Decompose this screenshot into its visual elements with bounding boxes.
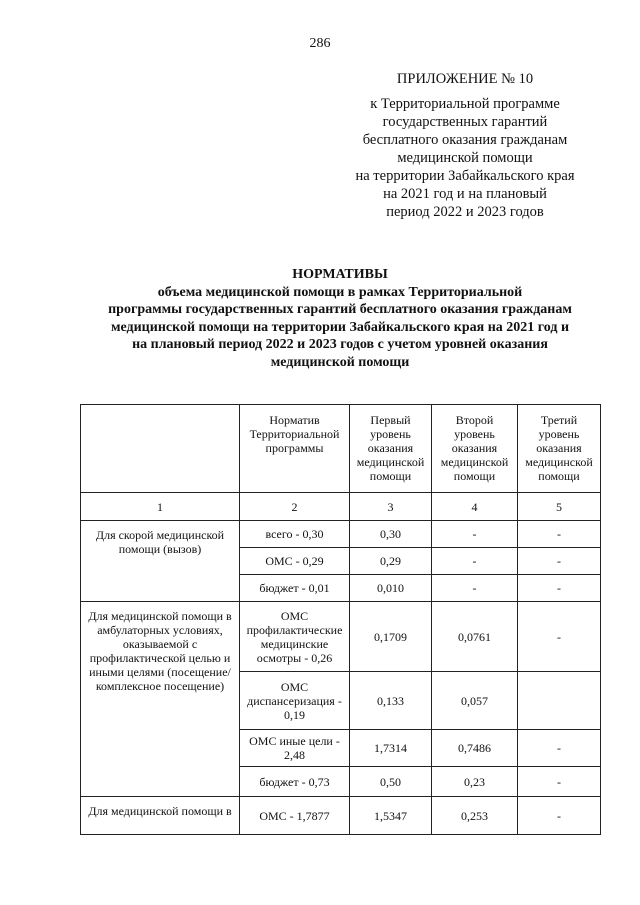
- level2-cell: -: [432, 575, 518, 602]
- level3-cell: -: [518, 767, 601, 797]
- appendix-line: период 2022 и 2023 годов: [386, 204, 544, 220]
- level2-cell: 0,253: [432, 797, 518, 835]
- level2-cell: 0,0761: [432, 602, 518, 672]
- row-group-label: Для скорой медицинской помощи (вызов): [81, 521, 240, 602]
- appendix-title: ПРИЛОЖЕНИЕ № 10: [396, 71, 534, 87]
- level1-cell: 1,5347: [350, 797, 432, 835]
- appendix-line: медицинской помощи: [397, 150, 533, 166]
- level2-cell: -: [432, 521, 518, 548]
- appendix-line: к Территориальной программе: [370, 96, 560, 112]
- norm-cell: ОМС профилактические медицинские осмотры - 0,26: [240, 602, 350, 672]
- level2-cell: 0,23: [432, 767, 518, 797]
- norm-cell: бюджет - 0,01: [240, 575, 350, 602]
- row-group-label: Для медицинской помощи в амбулаторных условиях, оказываемой с профилактической целью и иными целями (посещение/комплексное посещение): [81, 602, 240, 797]
- level3-cell: [518, 672, 601, 730]
- column-number: 4: [432, 493, 518, 521]
- column-number: 2: [240, 493, 350, 521]
- level3-cell: -: [518, 575, 601, 602]
- header-cell: Третий уровень оказания медицинской помощи: [518, 405, 601, 493]
- level1-cell: 0,30: [350, 521, 432, 548]
- header-cell: [81, 405, 240, 493]
- norm-cell: ОМС диспансеризация - 0,19: [240, 672, 350, 730]
- level3-cell: -: [518, 730, 601, 767]
- header-row: [81, 405, 601, 493]
- header-cell: Норматив Территориальной программы: [240, 405, 350, 493]
- level3-cell: -: [518, 548, 601, 575]
- level3-cell: -: [518, 797, 601, 835]
- level1-cell: 1,7314: [350, 730, 432, 767]
- heading-line: на плановый период 2022 и 2023 годов с учетом уровней оказания: [132, 337, 548, 352]
- heading-line: медицинской помощи на территории Забайкальского края на 2021 год и: [110, 319, 570, 335]
- level3-cell: -: [518, 602, 601, 672]
- level3-cell: -: [518, 521, 601, 548]
- level1-cell: 0,1709: [350, 602, 432, 672]
- norm-cell: ОМС - 0,29: [240, 548, 350, 575]
- table-row: [81, 602, 601, 672]
- level1-cell: 0,133: [350, 672, 432, 730]
- normatives-table: [80, 404, 601, 835]
- header-cell: Второй уровень оказания медицинской помощи: [432, 405, 518, 493]
- norm-cell: всего - 0,30: [240, 521, 350, 548]
- row-group-label: Для медицинской помощи в: [81, 797, 240, 835]
- column-number: 1: [81, 493, 240, 521]
- norm-cell: ОМС - 1,7877: [240, 797, 350, 835]
- level2-cell: 0,7486: [432, 730, 518, 767]
- norm-cell: бюджет - 0,73: [240, 767, 350, 797]
- level1-cell: 0,29: [350, 548, 432, 575]
- appendix-block: [330, 70, 600, 221]
- appendix-line: на территории Забайкальского края: [355, 168, 575, 184]
- column-number: 5: [518, 493, 601, 521]
- appendix-line: на 2021 год и на плановый: [383, 186, 547, 202]
- norm-cell: ОМС иные цели - 2,48: [240, 730, 350, 767]
- table-row: [81, 797, 601, 835]
- heading-line: медицинской помощи: [270, 354, 410, 370]
- level1-cell: 0,50: [350, 767, 432, 797]
- heading-line: программы государственных гарантий бесплатного оказания гражданам: [108, 302, 572, 317]
- column-number-row: [81, 493, 601, 521]
- document-heading: [80, 266, 600, 371]
- table-row: [81, 521, 601, 548]
- level1-cell: 0,010: [350, 575, 432, 602]
- header-cell: Первый уровень оказания медицинской помощи: [350, 405, 432, 493]
- level2-cell: -: [432, 548, 518, 575]
- page-number: 286: [309, 36, 331, 51]
- appendix-line: бесплатного оказания гражданам: [362, 132, 568, 148]
- appendix-line: государственных гарантий: [382, 114, 548, 130]
- heading-title: НОРМАТИВЫ: [292, 267, 388, 282]
- heading-line: объема медицинской помощи в рамках Территориальной: [157, 284, 523, 300]
- column-number: 3: [350, 493, 432, 521]
- level2-cell: 0,057: [432, 672, 518, 730]
